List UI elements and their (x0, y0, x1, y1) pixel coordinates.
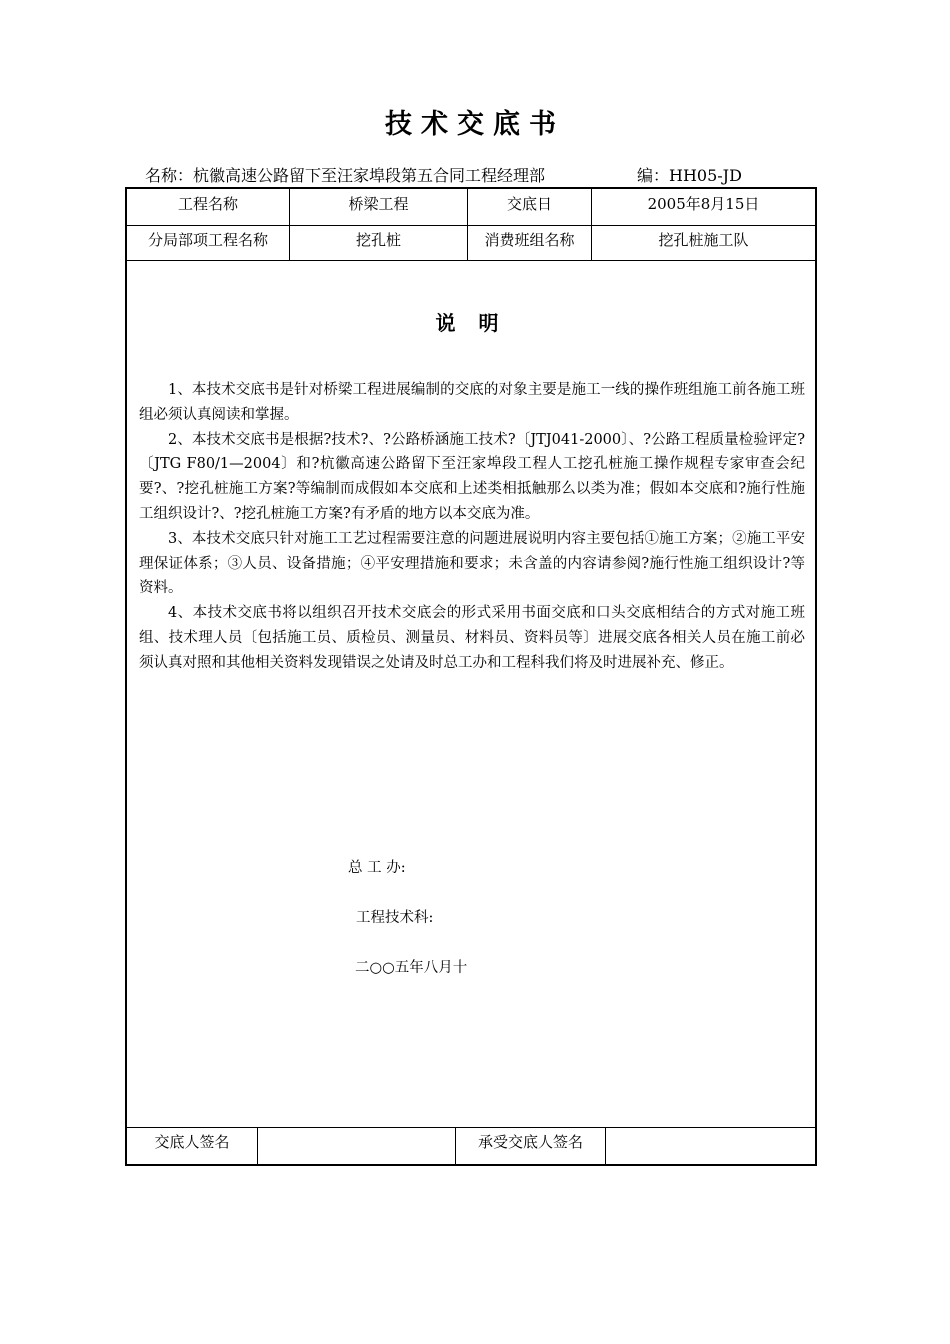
instruction-paragraph: 2、本技术交底书是根据?技术?、?公路桥涵施工技术?〔JTJ041-2000〕、?公路工程质量检验评定?〔JTG F80/1—2004〕和?杭徽高速公路留下至汪家埠段工程人工挖孔桩施工操作规程专家审查会纪要?、?挖孔桩施工方案?等编制而成假如本交底和上述类相抵触那么以类为准；假如本交底和?施行性施工组织设计?、?挖孔桩施工方案?有矛盾的地方以本交底为准。 (139, 431, 805, 522)
discloser-signature-field[interactable] (258, 1133, 455, 1153)
receiver-signature-label: 承受交底人签名 (477, 1133, 583, 1151)
row-divider (127, 1127, 815, 1128)
instructions-body (139, 378, 805, 676)
instruction-paragraph: 4、本技术交底书将以组织召开技术交底会的形式采用书面交底和口头交底相结合的方式对施工班组、技术理人员〔包括施工员、质检员、测量员、材料员、资料员等〕进展交底各相关人员在施工前必须认真对照和其他相关资料发现错误之处请及时总工办和工程科我们将及时进展补充、修正。 (139, 605, 805, 671)
sign-date: 二○○五年八月十 (355, 960, 468, 976)
disclosure-date-label: 交底日 (506, 195, 552, 213)
engineering-dept-label: 工程技术科: (356, 910, 434, 926)
project-name-line: 名称：杭徽高速公路留下至汪家埠段第五合同工程经理部 (145, 166, 546, 185)
receiver-signature-field[interactable] (606, 1133, 815, 1153)
chief-engineer-office-label: 总 工 办: (348, 860, 406, 876)
team-name-value: 挖孔桩施工队 (658, 231, 749, 249)
sub-project-label: 分局部项工程名称 (147, 231, 268, 249)
disclosure-date-value: 2005年8月15日 (647, 195, 760, 213)
team-name-label: 消费班组名称 (484, 231, 575, 249)
row-divider (127, 260, 815, 261)
row-divider (127, 225, 815, 226)
document-title: 技术交底书 (385, 109, 565, 140)
project-name-value: 桥梁工程 (348, 195, 409, 213)
project-name-label: 工程名称 (177, 195, 238, 213)
sub-project-value: 挖孔桩 (355, 231, 401, 249)
instruction-paragraph: 1、本技术交底书是针对桥梁工程进展编制的交底的对象主要是施工一线的操作班组施工前各施工班组必须认真阅读和掌握。 (139, 382, 805, 423)
discloser-signature-label: 交底人签名 (154, 1133, 230, 1151)
document-code: 编：HH05-JD (637, 166, 742, 185)
disclosure-form (125, 187, 817, 1166)
section-title: 说 明 (435, 311, 507, 335)
instruction-paragraph: 3、本技术交底只针对施工工艺过程需要注意的问题进展说明内容主要包括①施工方案；②施工平安理保证体系；③人员、设备措施；④平安理措施和要求；未含盖的内容请参阅?施行性施工组织设计?等资料。 (139, 530, 805, 597)
